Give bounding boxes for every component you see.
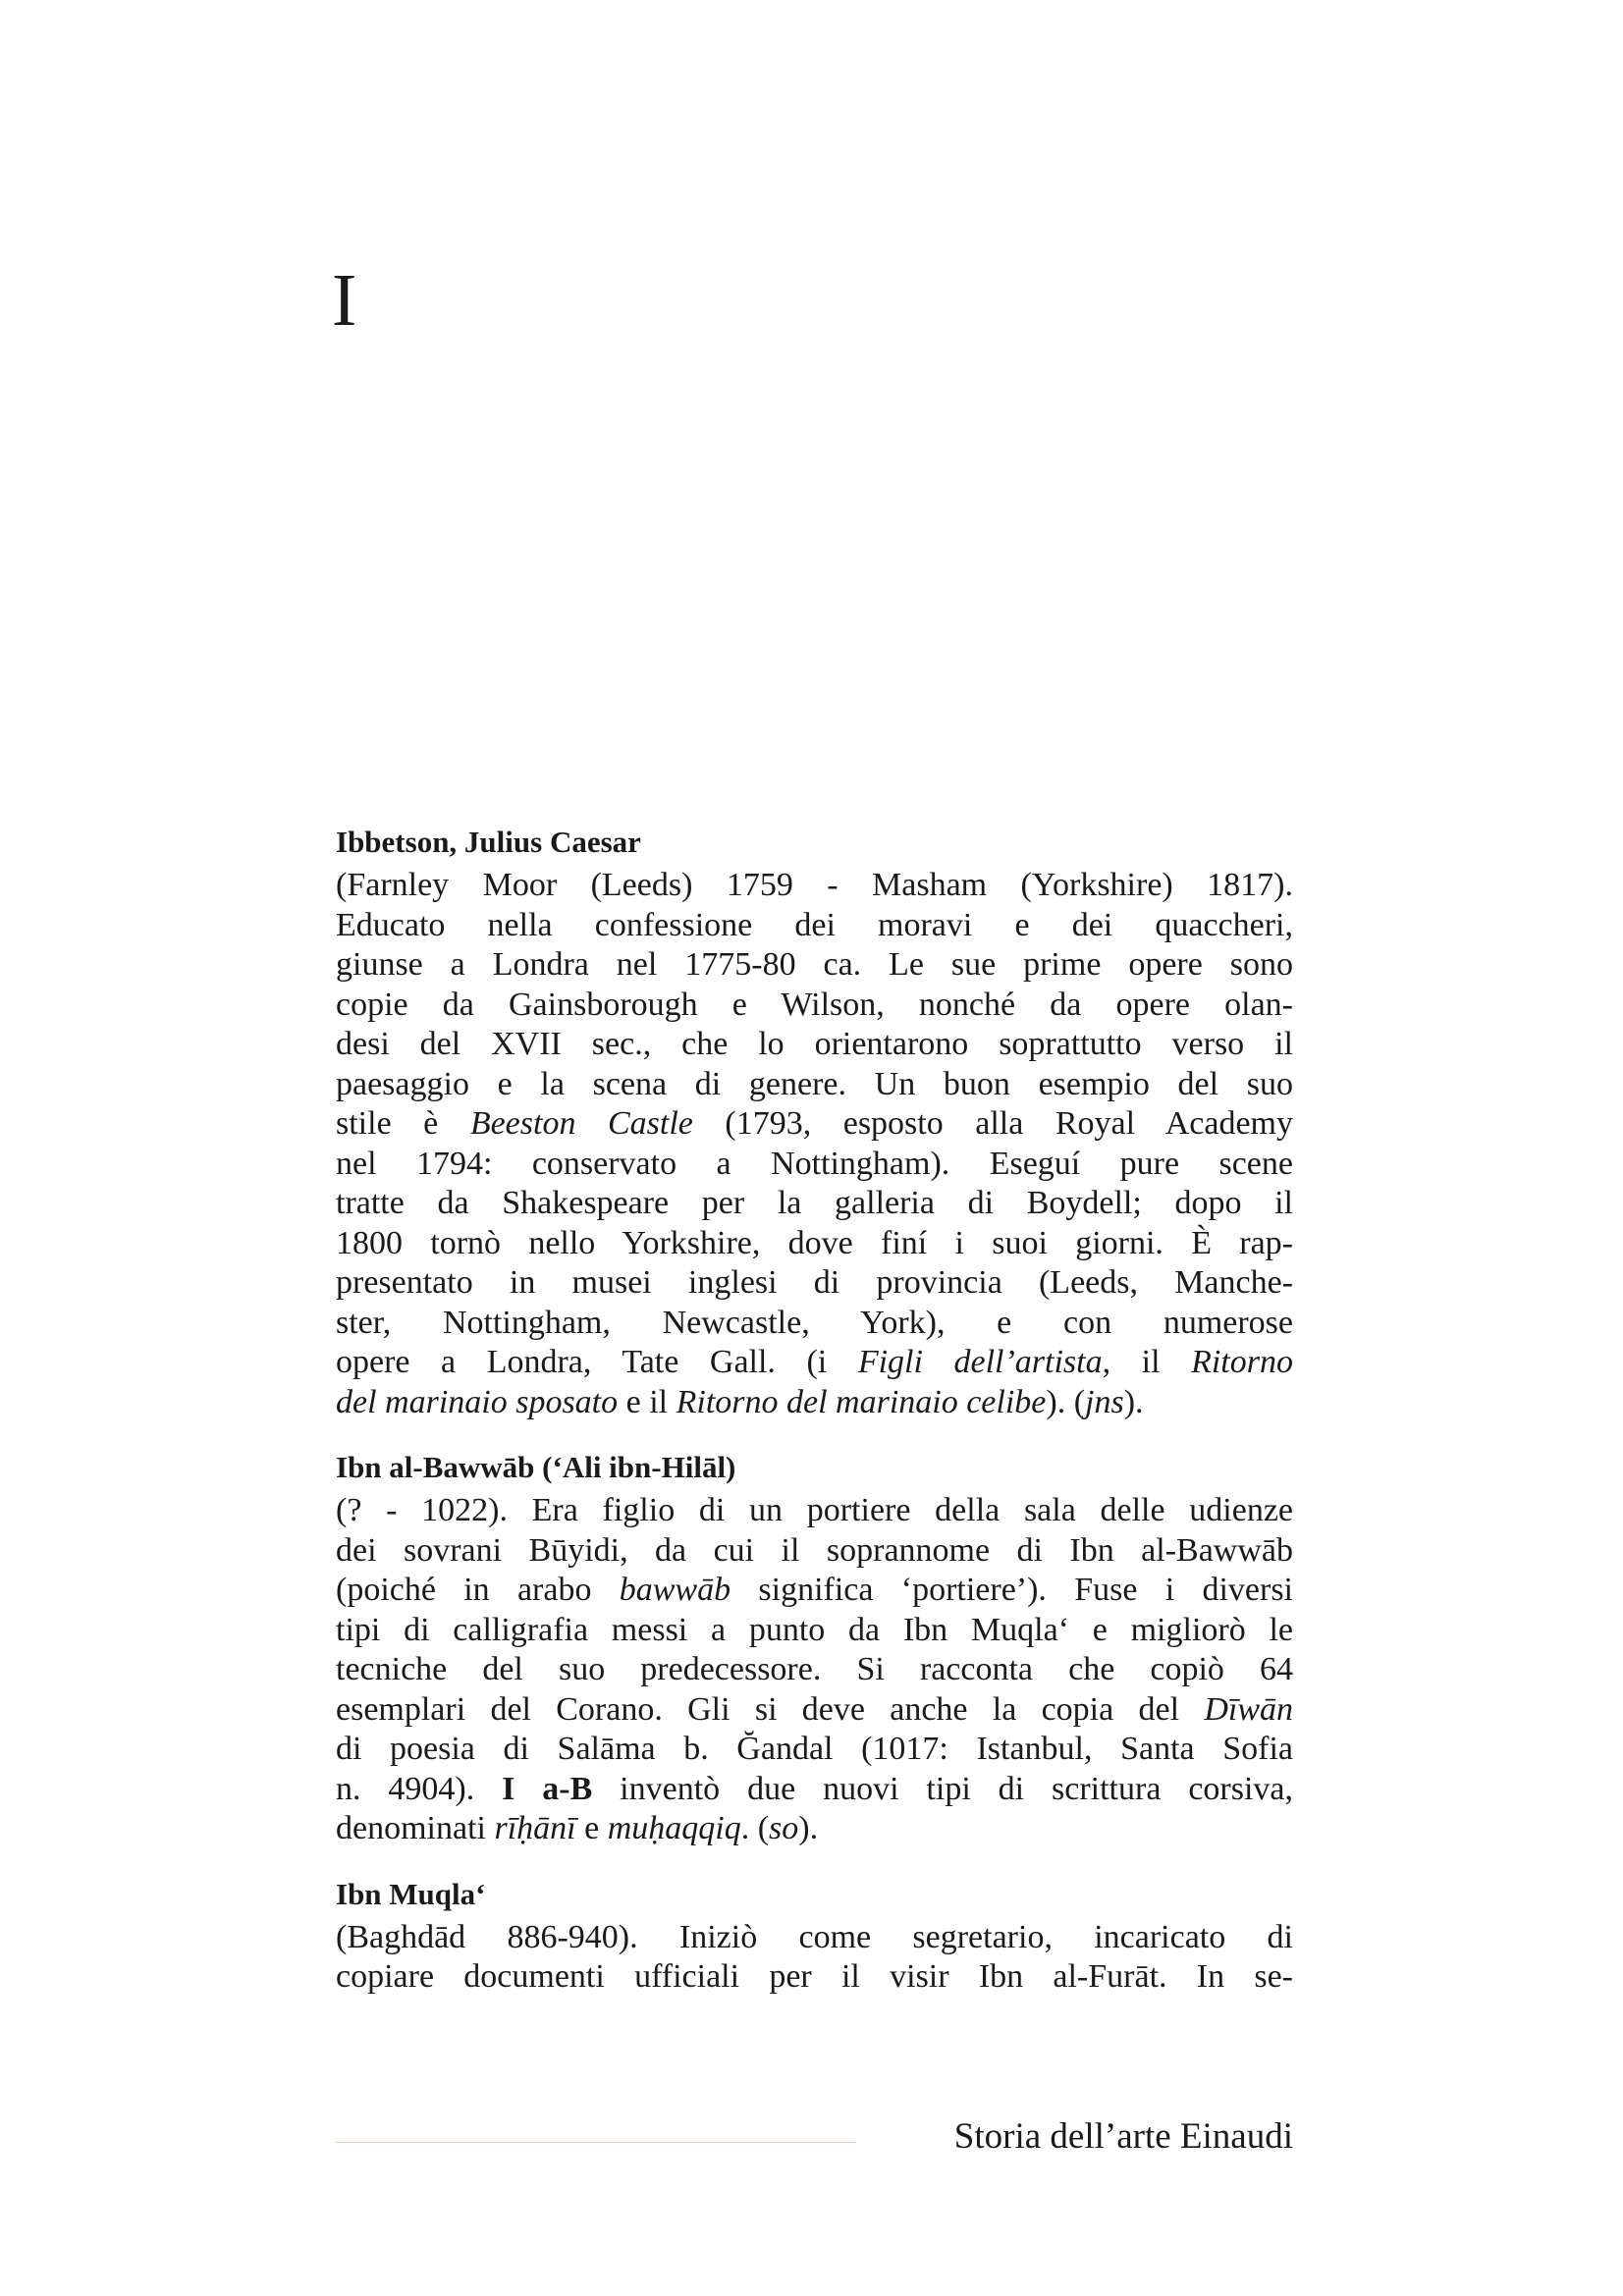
text-line: giunse a Londra nel 1775-80 ca. Le sue prime opere sono — [336, 946, 1293, 983]
text-run: . ( — [740, 1810, 770, 1846]
text-line: desi del XVII sec., che lo orientarono soprattutto verso il — [336, 1026, 1293, 1062]
text-line: paesaggio e la scena di genere. Un buon esempio del suo — [336, 1065, 1293, 1102]
text-line: tipi di calligrafia messi a punto da Ibn Muqla‘ e migliorò le — [336, 1611, 1293, 1648]
text-line: nel 1794: conservato a Nottingham). Eseguí pure scene — [336, 1145, 1293, 1182]
text-run: inventò due nuovi tipi di scrittura corsiva, — [592, 1770, 1293, 1807]
entry-body — [336, 866, 1293, 1422]
term: rīḥānī — [494, 1810, 576, 1846]
encyclopedia-entries — [336, 823, 1293, 2023]
term: muḥaqqiq — [607, 1810, 741, 1846]
footer-rule — [336, 2142, 856, 2143]
text-line: (Farnley Moor (Leeds) 1759 - Masham (Yorkshire) 1817). — [336, 867, 1293, 903]
text-run: denominati — [336, 1810, 495, 1846]
text-run: e — [575, 1810, 608, 1846]
text-line — [336, 1104, 1293, 1145]
text-run: , il — [1102, 1344, 1192, 1380]
text-line: Educato nella confessione dei moravi e dei quaccheri, — [336, 906, 1293, 943]
section-letter: I — [332, 259, 357, 342]
text-line — [336, 1809, 1293, 1849]
text-run: e il — [618, 1383, 676, 1420]
entry-heading: Ibbetson, Julius Caesar — [336, 825, 641, 859]
text-line: dei sovrani Būyidi, da cui il soprannome di Ibn al-Bawwāb — [336, 1531, 1293, 1569]
text-line: di poesia di Salāma b. Ğandal (1017: Istanbul, Santa Sofia — [336, 1731, 1293, 1767]
text-run: opere a Londra, Tate Gall. (i — [336, 1344, 858, 1380]
text-line: tecniche del suo predecessore. Si racconta che copiò 64 — [336, 1651, 1293, 1687]
footer-title: Storia dell’arte Einaudi — [953, 2116, 1293, 2157]
author-initials: jns — [1085, 1383, 1124, 1420]
artwork-title: Figli dell’artista — [857, 1344, 1103, 1380]
text-line — [336, 1383, 1293, 1423]
text-line: presentato in musei inglesi di provincia (Leeds, Manche- — [336, 1264, 1293, 1301]
text-line: copie da Gainsborough e Wilson, nonché da opere olan- — [336, 986, 1293, 1023]
text-line — [336, 1343, 1293, 1383]
entry-ibbetson — [336, 823, 1293, 1422]
entry-ibn-al-bawwab — [336, 1448, 1293, 1849]
artwork-title: Beeston Castle — [469, 1105, 693, 1142]
text-run: (poiché in arabo — [336, 1572, 620, 1608]
artwork-title: Ritorno — [1191, 1344, 1293, 1380]
entry-ibn-muqla — [336, 1875, 1293, 1998]
text-run: stile è — [336, 1105, 470, 1142]
text-line — [336, 1770, 1293, 1810]
text-run: ). ( — [1046, 1383, 1086, 1420]
text-run: (1793, esposto alla Royal Academy — [692, 1105, 1293, 1142]
text-run: significa ‘portiere’). Fuse i diversi — [730, 1572, 1293, 1608]
entry-body — [336, 1918, 1293, 1998]
text-line: copiare documenti ufficiali per il visir Ibn al-Furāt. In se- — [336, 1958, 1293, 1995]
text-line: ster, Nottingham, Newcastle, York), e con numerose — [336, 1304, 1293, 1341]
text-run: ). — [798, 1810, 819, 1846]
text-run: esemplari del Corano. Gli si deve anche la copia del — [336, 1690, 1205, 1728]
term: bawwāb — [619, 1572, 731, 1608]
text-line: 1800 tornò nello Yorkshire, dove finí i suoi giorni. È rap- — [336, 1224, 1293, 1261]
text-line: (Baghdād 886-940). Iniziò come segretario, incaricato di — [336, 1918, 1293, 1955]
text-line: tratte da Shakespeare per la galleria di Boydell; dopo il — [336, 1185, 1293, 1221]
entry-heading: Ibn al-Bawwāb (‘Ali ibn-Hilāl) — [336, 1450, 736, 1484]
artwork-title: del marinaio sposato — [336, 1383, 619, 1420]
entry-heading: Ibn Muqla‘ — [336, 1876, 486, 1911]
artwork-title: Ritorno del marinaio celibe — [676, 1383, 1047, 1420]
abbrev-name: I a-B — [502, 1770, 593, 1807]
work-title: Dīwān — [1204, 1690, 1293, 1728]
text-run: n. 4904). — [336, 1770, 503, 1807]
author-initials: so — [769, 1810, 799, 1846]
text-run: ). — [1123, 1383, 1144, 1420]
text-line: (? - 1022). Era figlio di un portiere della sala delle udienze — [336, 1492, 1293, 1528]
text-line — [336, 1690, 1293, 1731]
entry-body — [336, 1491, 1293, 1849]
text-line — [336, 1571, 1293, 1611]
